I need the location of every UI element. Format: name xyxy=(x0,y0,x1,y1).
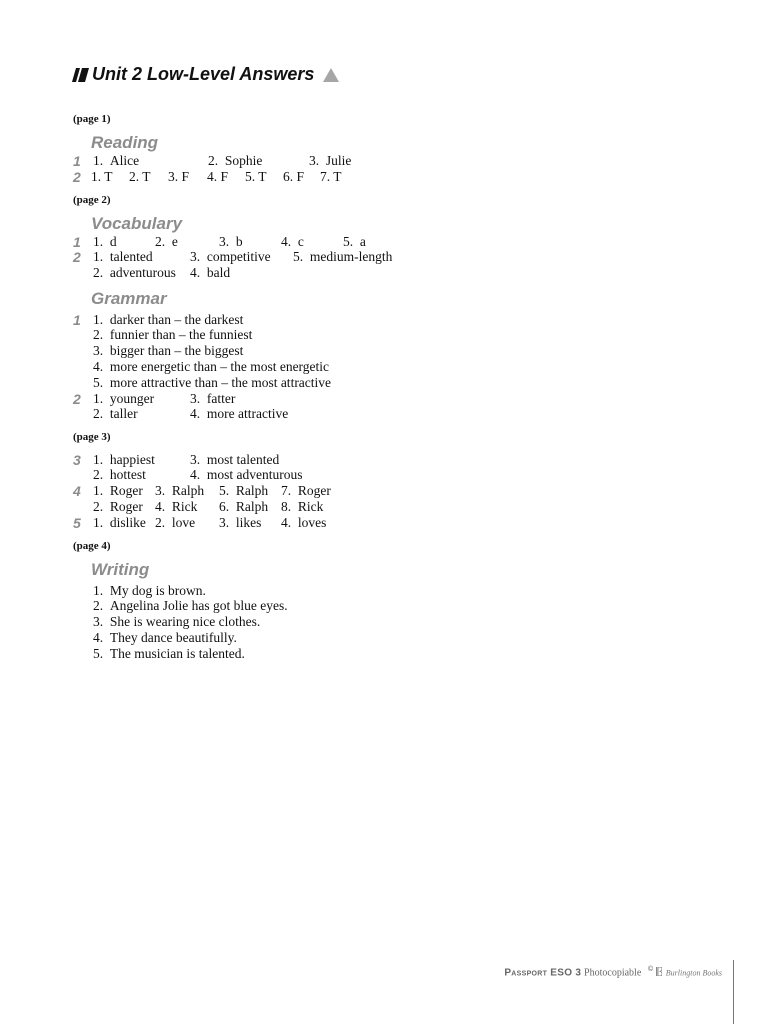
margin-line xyxy=(733,960,734,1024)
exercise-number: 5 xyxy=(73,515,81,531)
answer-item: 2. T xyxy=(129,169,151,184)
answer-item: 1. happiest xyxy=(93,452,155,467)
triangle-icon xyxy=(323,68,339,82)
answer-item: 2. adventurous xyxy=(93,265,176,280)
page-footer xyxy=(504,966,722,978)
answer-item: 4. more attractive xyxy=(190,406,289,421)
page-note: (page 2) xyxy=(73,194,111,206)
page-note: (page 1) xyxy=(73,113,111,125)
title-text: Unit 2 Low-Level Answers xyxy=(92,64,315,84)
answer-item: 6. Ralph xyxy=(219,499,269,514)
page-note: (page 4) xyxy=(73,540,111,552)
answer-item: 4. bald xyxy=(190,265,231,280)
answer-item: 5. Ralph xyxy=(219,483,269,498)
exercise-number: 1 xyxy=(73,153,81,169)
answer-item: 2. hottest xyxy=(93,467,146,482)
exercise-number: 4 xyxy=(73,483,81,499)
answer-item: 2. Angelina Jolie has got blue eyes. xyxy=(93,598,288,613)
exercise-number: 1 xyxy=(73,234,81,250)
answer-item: 5. medium-length xyxy=(293,249,393,264)
page-title xyxy=(72,64,339,85)
answer-item: 3. b xyxy=(219,234,243,249)
answer-item: 1. younger xyxy=(93,391,155,406)
answer-item: 5. The musician is talented. xyxy=(93,646,245,661)
exercise-number: 3 xyxy=(73,452,81,468)
answer-item: 4. more energetic than – the most energetic xyxy=(93,359,330,374)
footer-brand: Passport ESO 3 xyxy=(504,967,582,979)
answer-item: 1. T xyxy=(91,169,113,184)
exercise-number: 1 xyxy=(73,312,81,328)
section-heading-grammar: Grammar xyxy=(91,289,167,308)
answer-item: 7. T xyxy=(320,169,342,184)
answer-item: 3. competitive xyxy=(190,249,271,264)
answer-item: 4. Rick xyxy=(155,499,198,514)
answer-item: 3. She is wearing nice clothes. xyxy=(93,614,261,629)
answer-item: 3. most talented xyxy=(190,452,280,467)
copyright-symbol: © xyxy=(648,966,654,973)
answer-item: 4. They dance beautifully. xyxy=(93,630,237,645)
answer-item: 1. darker than – the darkest xyxy=(93,312,244,327)
answer-item: 8. Rick xyxy=(281,499,324,514)
answer-item: 1. Alice xyxy=(93,153,140,168)
answer-item: 4. c xyxy=(281,234,304,249)
answer-item: 5. more attractive than – the most attractive xyxy=(93,375,332,390)
section-heading-vocabulary: Vocabulary xyxy=(91,214,183,233)
answer-item: 2. love xyxy=(155,515,196,530)
footer-photocopiable: Photocopiable xyxy=(584,967,642,979)
answer-item: 2. Roger xyxy=(93,499,143,514)
answer-item: 4. F xyxy=(207,169,229,184)
exercise-number: 2 xyxy=(73,249,81,265)
exercise-number: 2 xyxy=(73,391,81,407)
section-heading-reading: Reading xyxy=(91,133,159,152)
answer-item: 1. Roger xyxy=(93,483,143,498)
answer-item: 1. d xyxy=(93,234,117,249)
answer-item: 1. talented xyxy=(93,249,153,264)
answer-item: 3. Julie xyxy=(309,153,352,168)
answer-item: 3. Ralph xyxy=(155,483,205,498)
answer-item: 2. taller xyxy=(93,406,138,421)
section-heading-writing: Writing xyxy=(91,560,150,579)
exercise-number: 2 xyxy=(73,169,81,185)
answer-item: 3. bigger than – the biggest xyxy=(93,343,244,358)
answer-item: 4. loves xyxy=(281,515,327,530)
answer-item: 3. fatter xyxy=(190,391,236,406)
answer-item: 2. funnier than – the funniest xyxy=(93,327,253,342)
answer-item: 3. likes xyxy=(219,515,262,530)
answer-item: 5. a xyxy=(343,234,366,249)
publisher-logo-icon xyxy=(656,967,662,976)
slash-bars-icon xyxy=(72,68,89,82)
footer-publisher: Burlington Books xyxy=(665,968,722,978)
answer-item: 3. F xyxy=(168,169,190,184)
answer-item: 5. T xyxy=(245,169,267,184)
answer-item: 7. Roger xyxy=(281,483,331,498)
page-note: (page 3) xyxy=(73,431,111,443)
answer-item: 1. dislike xyxy=(93,515,146,530)
answer-item: 2. Sophie xyxy=(208,153,263,168)
answer-item: 6. F xyxy=(283,169,305,184)
answer-item: 1. My dog is brown. xyxy=(93,583,206,598)
answer-item: 2. e xyxy=(155,234,178,249)
answer-item: 4. most adventurous xyxy=(190,467,303,482)
